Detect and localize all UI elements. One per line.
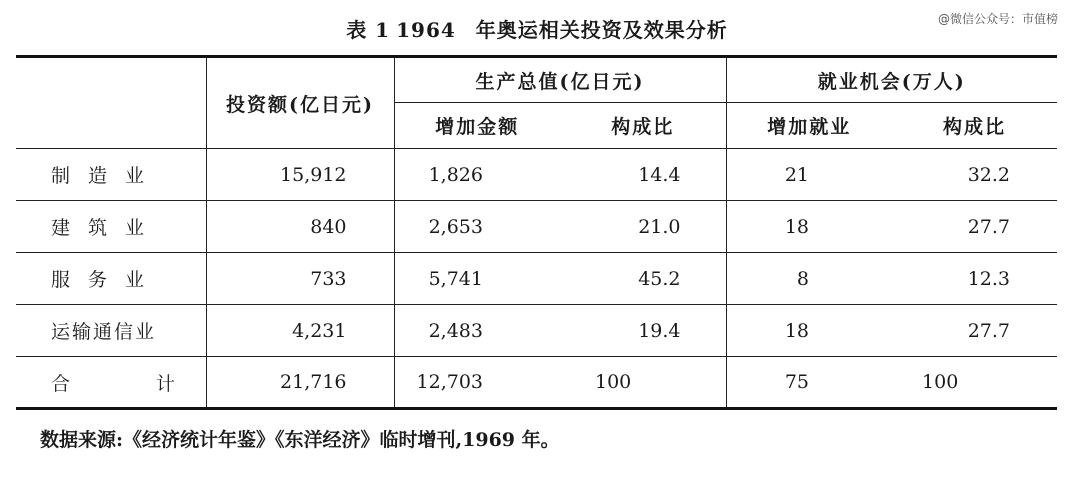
row-label: 建筑业 — [16, 201, 206, 253]
cell-share-jobs: 27.7 — [892, 201, 1057, 253]
total-row — [16, 357, 1057, 409]
cell-increase-jobs: 8 — [726, 253, 892, 305]
cell-increase-jobs: 18 — [726, 201, 892, 253]
total-increase-jobs: 75 — [726, 357, 892, 409]
table-row — [16, 253, 1057, 305]
total-investment: 21,716 — [206, 357, 394, 409]
header-investment: 投资额(亿日元) — [206, 57, 394, 149]
row-label: 制造业 — [16, 149, 206, 201]
cell-increase-jobs: 18 — [726, 305, 892, 357]
table-title — [0, 14, 1074, 43]
total-label-b: 计 — [156, 372, 176, 395]
cell-share-production: 19.4 — [560, 305, 726, 357]
total-share-production: 100 — [560, 357, 726, 409]
title-text: 年奥运相关投资及效果分析 — [475, 18, 728, 42]
source-note: 数据来源:《经济统计年鉴》《东洋经济》临时增刊,1969 年。 — [40, 429, 560, 451]
header-production: 生产总值(亿日元) — [394, 57, 726, 103]
row-label: 服务业 — [16, 253, 206, 305]
total-label — [16, 357, 206, 409]
header-share-jobs: 构成比 — [892, 103, 1057, 149]
row-label: 运输通信业 — [16, 305, 206, 357]
cell-share-jobs: 12.3 — [892, 253, 1057, 305]
table-number: 表 1 — [346, 18, 391, 42]
cell-investment: 733 — [206, 253, 394, 305]
total-label-a: 合 — [51, 372, 71, 395]
cell-increase-amount: 1,826 — [394, 149, 560, 201]
table-row — [16, 201, 1057, 253]
total-increase-amount: 12,703 — [394, 357, 560, 409]
cell-share-jobs: 27.7 — [892, 305, 1057, 357]
cell-share-production: 14.4 — [560, 149, 726, 201]
cell-increase-amount: 2,483 — [394, 305, 560, 357]
header-increase-amount: 增加金额 — [394, 103, 560, 149]
header-blank — [16, 57, 206, 149]
watermark: @微信公众号：市值榜 — [937, 12, 1058, 26]
data-table — [16, 55, 1057, 410]
header-increase-jobs: 增加就业 — [726, 103, 892, 149]
header-row-1 — [16, 57, 1057, 103]
cell-share-production: 21.0 — [560, 201, 726, 253]
total-share-jobs: 100 — [892, 357, 1057, 409]
cell-investment: 4,231 — [206, 305, 394, 357]
cell-increase-amount: 5,741 — [394, 253, 560, 305]
header-share-production: 构成比 — [560, 103, 726, 149]
table-row — [16, 305, 1057, 357]
cell-increase-jobs: 21 — [726, 149, 892, 201]
cell-investment: 840 — [206, 201, 394, 253]
cell-investment: 15,912 — [206, 149, 394, 201]
cell-increase-amount: 2,653 — [394, 201, 560, 253]
cell-share-production: 45.2 — [560, 253, 726, 305]
table-row — [16, 149, 1057, 201]
cell-share-jobs: 32.2 — [892, 149, 1057, 201]
header-employment: 就业机会(万人) — [726, 57, 1057, 103]
title-year: 1964 — [396, 18, 456, 42]
